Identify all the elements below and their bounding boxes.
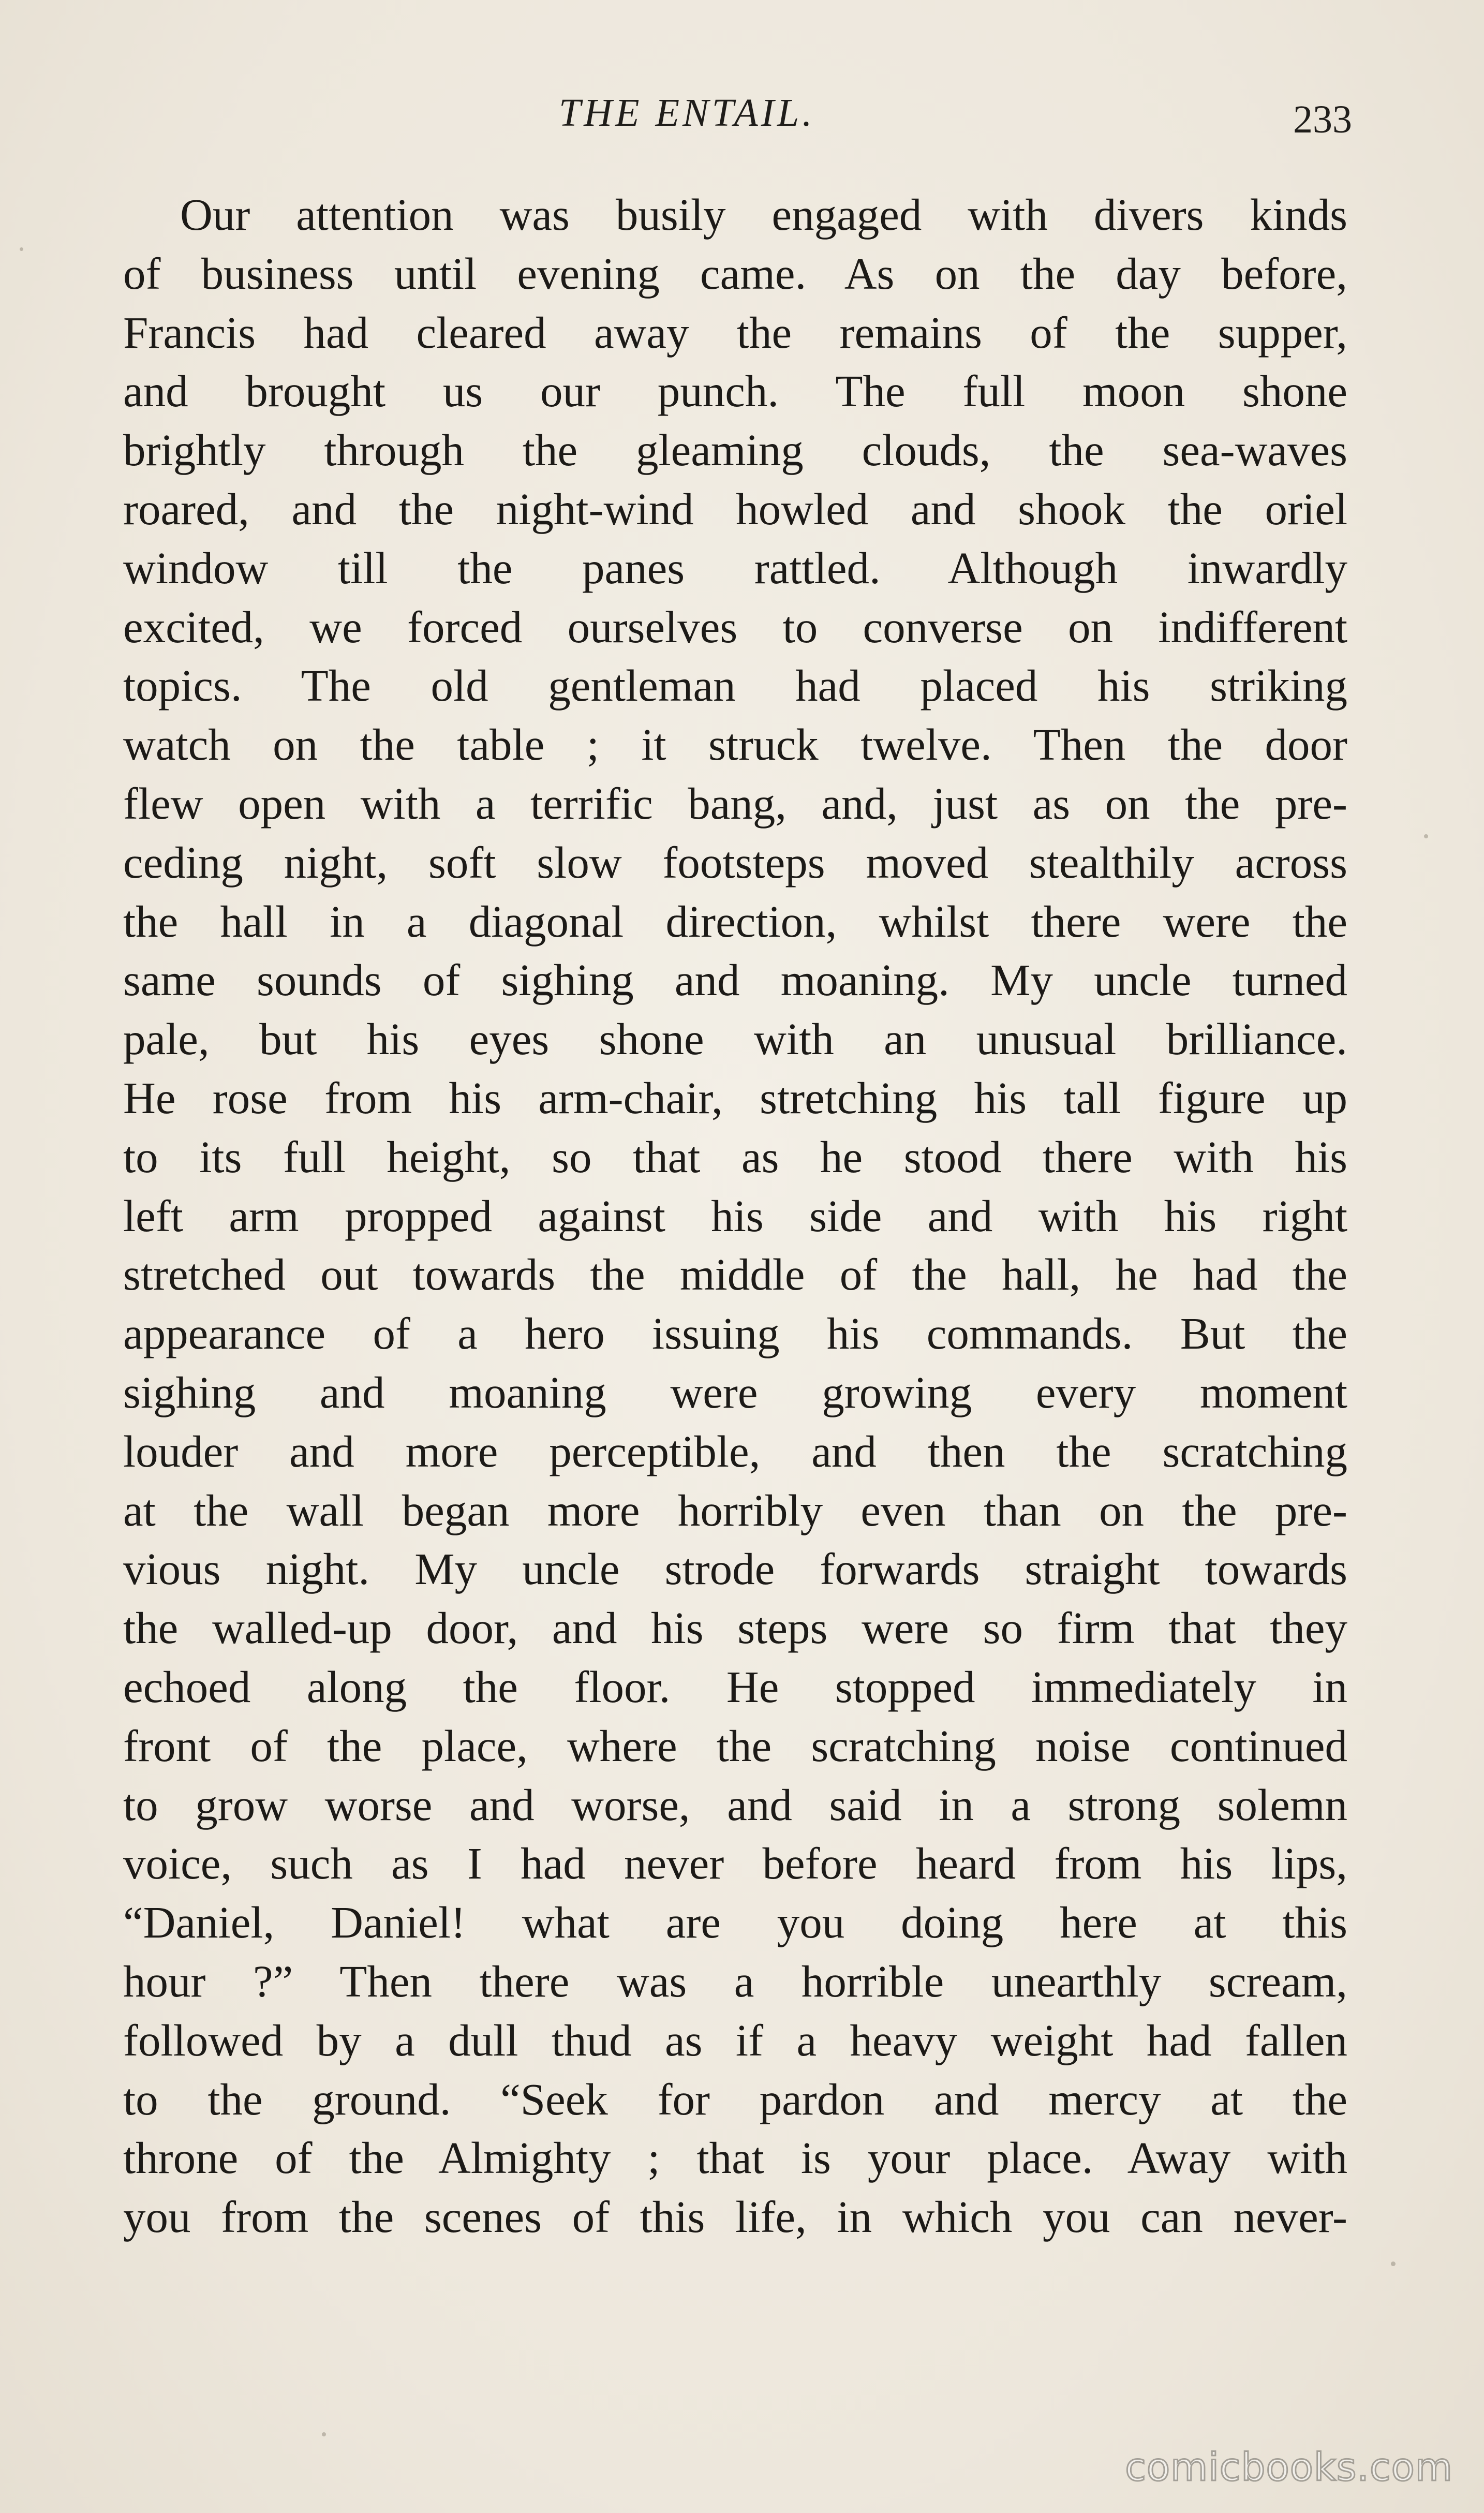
paper-speck bbox=[1424, 834, 1428, 838]
text-line: stretched out towards the middle of the hall, he had the bbox=[123, 1249, 1347, 1300]
text-line: louder and more perceptible, and then the scratching bbox=[123, 1426, 1347, 1476]
text-line: roared, and the night-wind howled and shook the oriel bbox=[123, 483, 1347, 534]
text-line: watch on the table ; it struck twelve. Then the door bbox=[123, 719, 1347, 770]
text-line: to its full height, so that as he stood there with his bbox=[123, 1131, 1347, 1182]
text-line: and brought us our punch. The full moon shone bbox=[123, 366, 1347, 417]
text-line: echoed along the floor. He stopped immediately in bbox=[123, 1661, 1347, 1712]
body-text bbox=[123, 185, 1347, 2246]
text-line: pale, but his eyes shone with an unusual brilliance. bbox=[123, 1014, 1347, 1065]
watermark: comicbooks.com bbox=[1125, 2445, 1453, 2490]
paper-speck bbox=[1391, 2261, 1396, 2266]
text-line: to grow worse and worse, and said in a strong solemn bbox=[123, 1779, 1347, 1830]
text-line: Our attention was busily engaged with divers kinds bbox=[180, 189, 1347, 240]
text-line: to the ground. “Seek for pardon and mercy at the bbox=[123, 2074, 1347, 2124]
text-line: appearance of a hero issuing his commands. But the bbox=[123, 1308, 1347, 1359]
text-line: ceding night, soft slow footsteps moved stealthily across bbox=[123, 837, 1347, 888]
text-line: “Daniel, Daniel! what are you doing here at this bbox=[123, 1897, 1347, 1948]
text-line: front of the place, where the scratching noise continued bbox=[123, 1720, 1347, 1771]
text-line: at the wall began more horribly even than on the pre- bbox=[123, 1485, 1347, 1535]
text-line: He rose from his arm-chair, stretching his tall figure up bbox=[123, 1072, 1347, 1123]
running-head: THE ENTAIL. bbox=[559, 91, 815, 135]
text-line: flew open with a terrific bang, and, just as on the pre- bbox=[123, 778, 1347, 829]
text-line: window till the panes rattled. Although inwardly bbox=[123, 542, 1347, 593]
text-line: voice, such as I had never before heard from his lips, bbox=[123, 1838, 1347, 1889]
text-line: Francis had cleared away the remains of the supper, bbox=[123, 307, 1347, 358]
text-line: you from the scenes of this life, in which you can never- bbox=[123, 2192, 1347, 2242]
text-line: brightly through the gleaming clouds, the sea-waves bbox=[123, 425, 1347, 476]
text-line: the hall in a diagonal direction, whilst there were the bbox=[123, 896, 1347, 947]
text-line: throne of the Almighty ; that is your place. Away with bbox=[123, 2133, 1347, 2183]
text-line: hour ?” Then there was a horrible unearthly scream, bbox=[123, 1956, 1347, 2006]
text-line: vious night. My uncle strode forwards straight towards bbox=[123, 1544, 1347, 1594]
page-number: 233 bbox=[1293, 98, 1352, 141]
text-line: topics. The old gentleman had placed his striking bbox=[123, 660, 1347, 711]
text-line: of business until evening came. As on the day before, bbox=[123, 248, 1347, 299]
text-line: same sounds of sighing and moaning. My uncle turned bbox=[123, 955, 1347, 1006]
text-line: excited, we forced ourselves to converse on indifferent bbox=[123, 601, 1347, 652]
paper-speck bbox=[20, 247, 23, 251]
text-line: followed by a dull thud as if a heavy weight had fallen bbox=[123, 2015, 1347, 2065]
paper-speck bbox=[322, 2432, 326, 2436]
text-line: sighing and moaning were growing every moment bbox=[123, 1367, 1347, 1417]
text-line: left arm propped against his side and with his right bbox=[123, 1190, 1347, 1241]
text-line: the walled-up door, and his steps were so firm that they bbox=[123, 1603, 1347, 1653]
